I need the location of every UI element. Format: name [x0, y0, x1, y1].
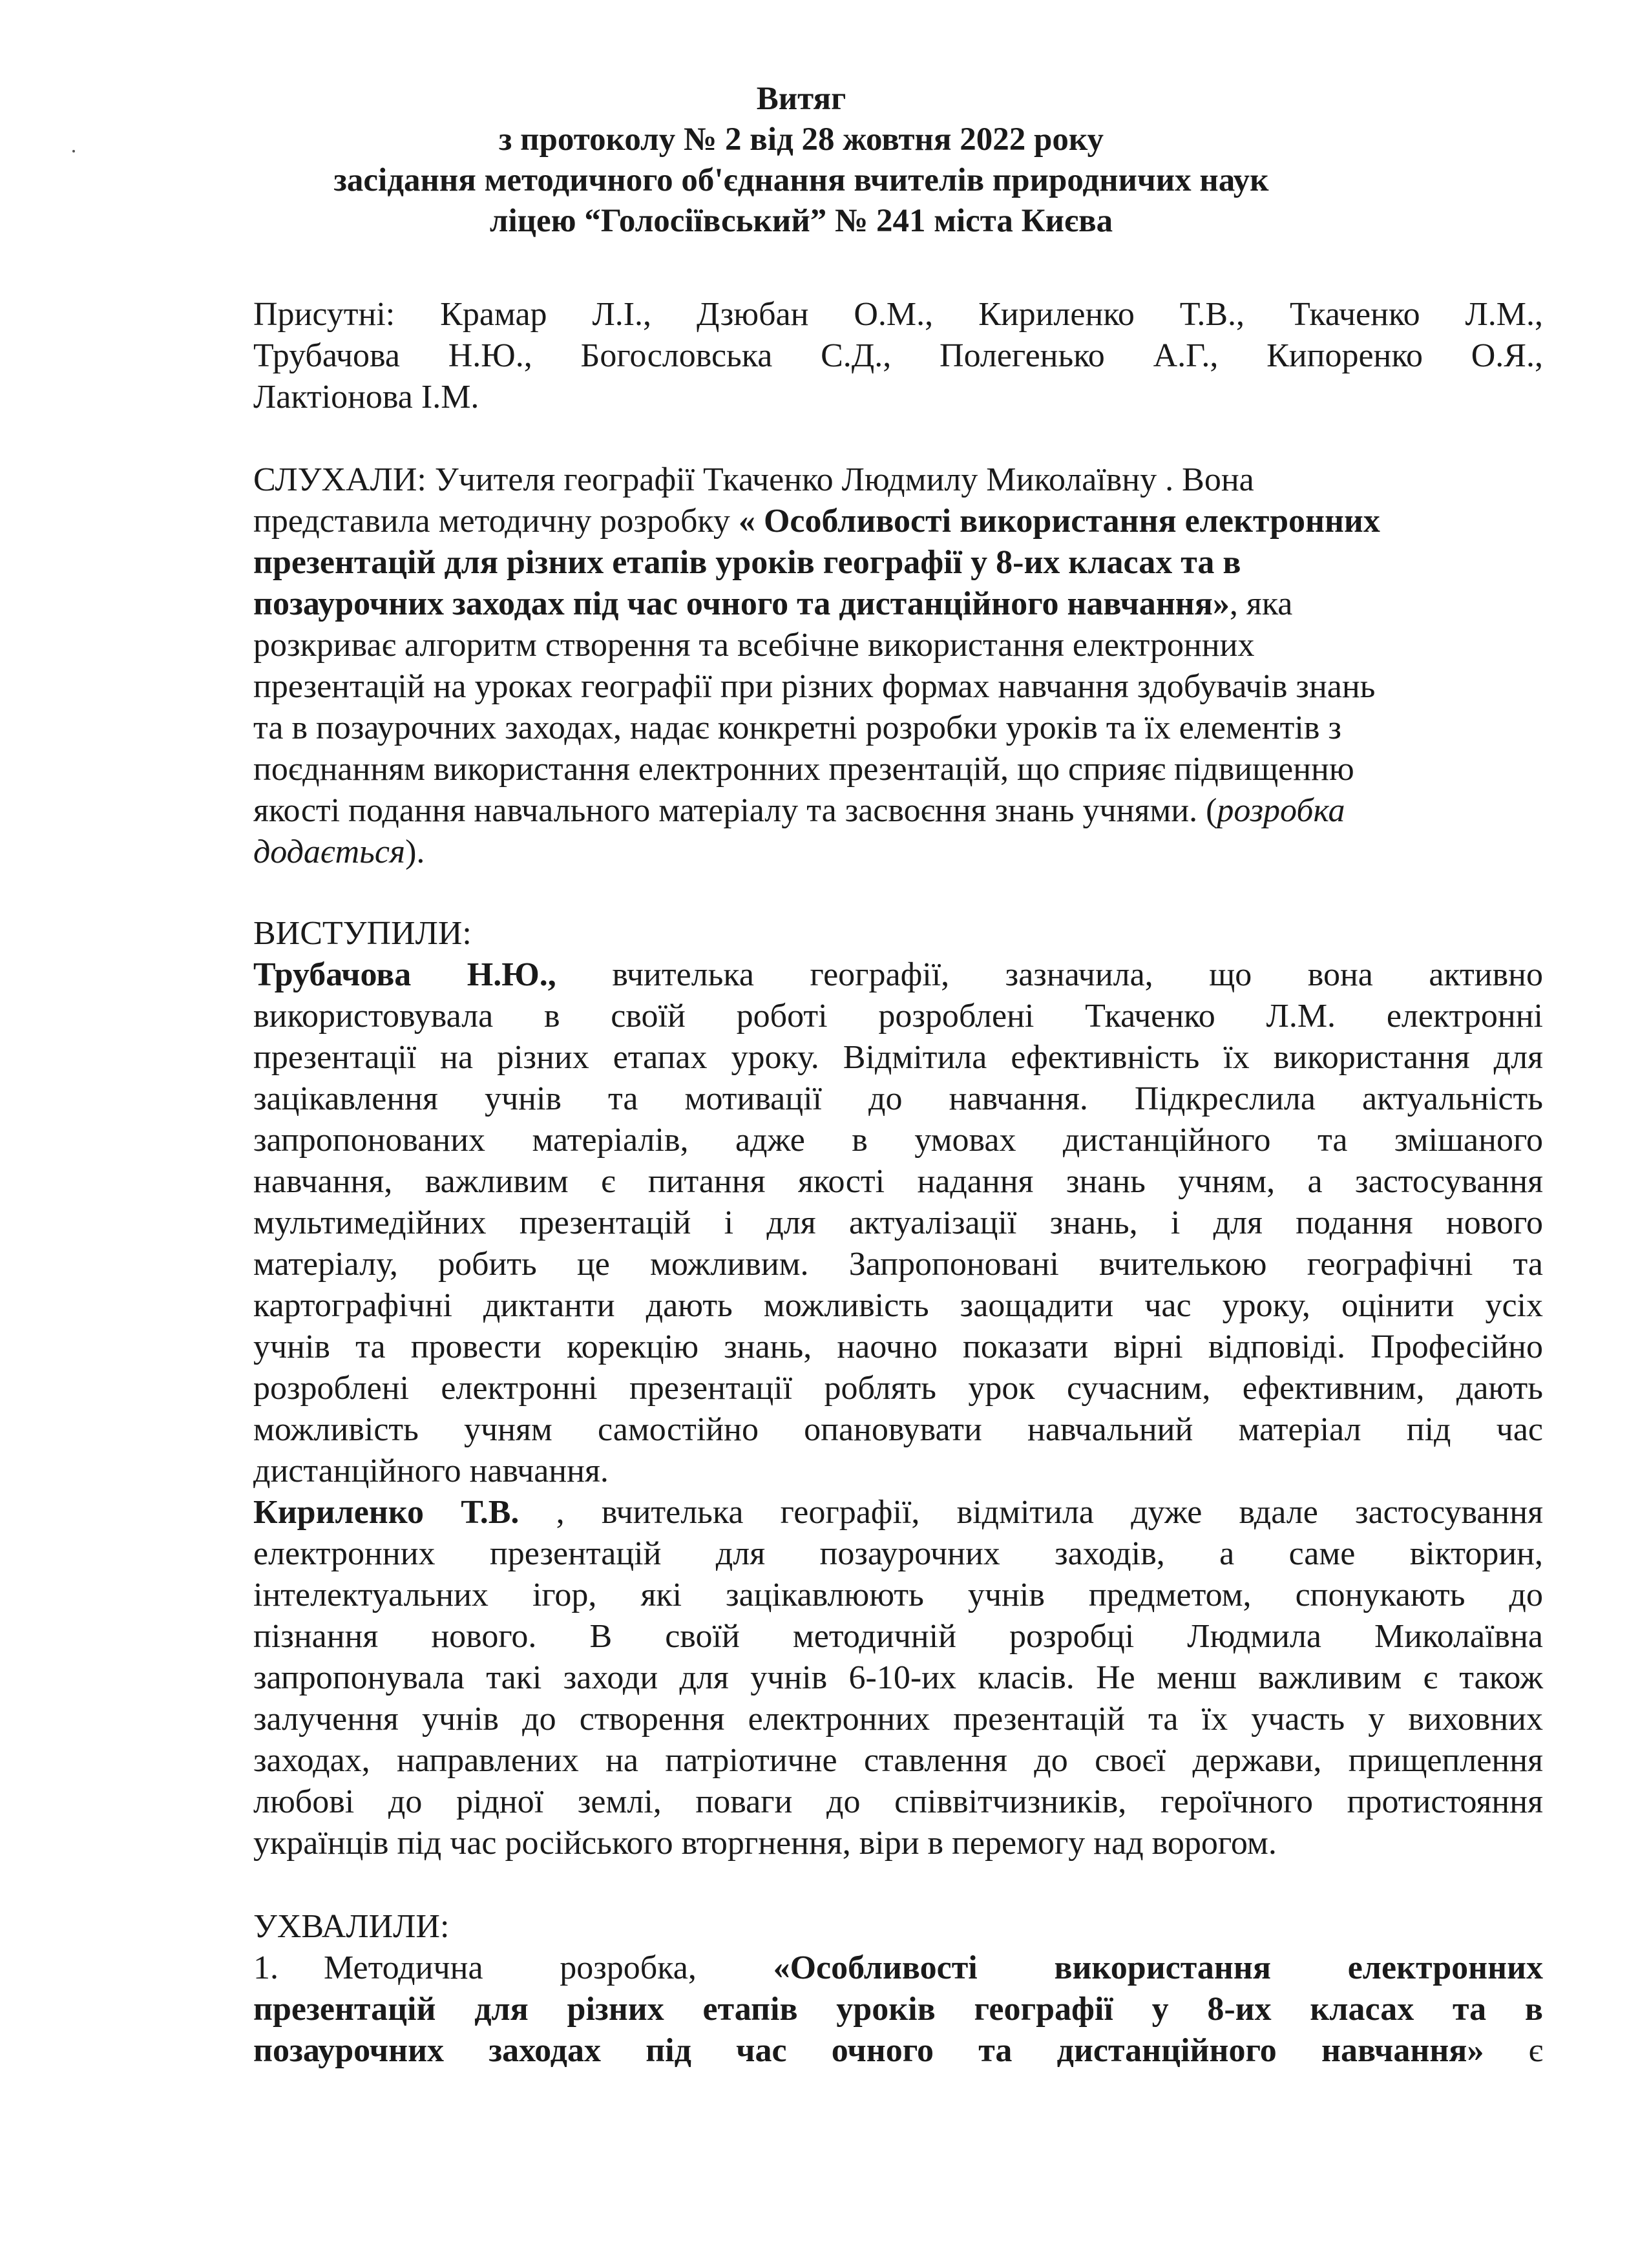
resolved-section [253, 1906, 1543, 2072]
speaker-1-line: зацікавлення учнів та мотивації до навчання. Підкреслила актуальність [253, 1080, 1543, 1117]
heard-text: ). [405, 834, 425, 870]
speaker-2-line: електронних презентацій для позаурочних заходів, а саме вікторин, [253, 1535, 1543, 1572]
heard-topic: « Особливості використання електронних [738, 503, 1380, 540]
header-protocol: з протоколу № 2 від 28 жовтня 2022 року [498, 121, 1104, 158]
resolved-item-text: є [1484, 2032, 1543, 2069]
speaker-2-line: залучення учнів до створення електронних презентацій та їх участь у виховних [253, 1701, 1543, 1738]
heard-text: представила методичну розробку [253, 503, 739, 540]
heard-note: розробка [1217, 792, 1345, 829]
speaker-2-line: запропонувала такі заходи для учнів 6-10-их класів. Не менш важливим є також [253, 1659, 1543, 1696]
scan-speck [72, 150, 75, 152]
present-line-2: Трубачова Н.Ю., Богословська С.Д., Полегенько А.Г., Кипоренко О.Я., [253, 337, 1543, 374]
speaker-2-line: інтелектуальних ігор, які зацікавлюють учнів предметом, спонукають до [253, 1577, 1543, 1613]
resolved-item-1-line-2 [253, 1989, 1543, 2030]
heard-line-8: поєднанням використання електронних презентацій, що сприяє підвищенню [253, 751, 1354, 788]
heard-line-9 [253, 790, 1543, 832]
speaker-2-line: любові до рідної землі, поваги до співвітчизників, героїчного протистояння [253, 1783, 1543, 1820]
speaker-1-line: запропонованих матеріалів, адже в умовах дистанційного та змішаного [253, 1122, 1543, 1159]
speaker-2-text: , вчителька географії, відмітила дуже вдале застосування [519, 1494, 1543, 1531]
heard-section [253, 459, 1543, 873]
speaker-1-line: учнів та провести корекцію знань, наочно показати вірні відповіді. Професійно [253, 1328, 1543, 1365]
speaker-2-first-line [253, 1492, 1543, 1533]
heard-line-10 [253, 832, 1543, 873]
speaker-1-text: вчителька географії, зазначила, що вона активно [556, 956, 1543, 993]
heard-topic: позаурочних заходах під час очного та дистанційного навчання» [253, 585, 1230, 622]
present-section [253, 294, 1543, 418]
resolved-heading: УХВАЛИЛИ: [253, 1908, 450, 1945]
speaker-1-first-line [253, 954, 1543, 996]
speaker-2-line: заходах, направлених на патріотичне ставлення до своєї держави, прищеплення [253, 1742, 1543, 1779]
resolved-item-text: Методична розробка, [324, 1949, 773, 1986]
resolved-item-topic: позаурочних заходах під час очного та дистанційного навчання» [253, 2032, 1484, 2069]
document-header [246, 79, 1357, 242]
heard-text: якості подання навчального матеріалу та засвоєння знань учнями. ( [253, 792, 1217, 829]
heard-line-2 [253, 501, 1543, 542]
resolved-item-1-line-1 [253, 1948, 1543, 1989]
header-meeting: засідання методичного об'єднання вчителів природничих наук [333, 162, 1269, 198]
heard-line-6: презентацій на уроках географії при різних формах навчання здобувачів знань [253, 668, 1376, 705]
speaker-1-last-line: дистанційного навчання. [253, 1453, 609, 1489]
present-line-3: Лактіонова І.М. [253, 379, 479, 415]
heard-topic: презентацій для різних етапів уроків географії у 8-их класах та в [253, 544, 1241, 581]
speaker-1-name: Трубачова Н.Ю., [253, 956, 556, 993]
resolved-item-number: 1. [253, 1949, 278, 1986]
speaker-1-line: презентації на різних етапах уроку. Відмітила ефективність їх використання для [253, 1039, 1543, 1076]
resolved-item-1-line-3 [253, 2030, 1543, 2072]
heard-line-4 [253, 583, 1543, 625]
heard-line-3 [253, 542, 1543, 583]
resolved-item-topic: «Особливості використання електронних [773, 1949, 1543, 1986]
present-line-1: Присутні: Крамар Л.І., Дзюбан О.М., Кириленко Т.В., Ткаченко Л.М., [253, 296, 1543, 333]
header-title: Витяг [756, 81, 846, 117]
header-school: ліцею “Голосіївський” № 241 міста Києва [489, 203, 1113, 239]
speaker-1-line: матеріалу, робить це можливим. Запропоновані вчителькою географічні та [253, 1246, 1543, 1283]
speaker-2-last-line: українців під час російського вторгнення, віри в перемогу над ворогом. [253, 1825, 1277, 1862]
speaker-1-line: картографічні диктанти дають можливість заощадити час уроку, оцінити усіх [253, 1287, 1543, 1324]
heard-line-1: СЛУХАЛИ: Учителя географії Ткаченко Людмилу Миколаївну . Вона [253, 461, 1254, 498]
speaker-1-line: мультимедійних презентацій і для актуалізації знань, і для подання нового [253, 1204, 1543, 1241]
speaker-1-line: навчання, важливим є питання якості надання знань учням, а застосування [253, 1163, 1543, 1200]
heard-note: додається [253, 834, 406, 870]
speaker-2-name: Кириленко Т.В. [253, 1494, 520, 1531]
heard-text: , яка [1229, 585, 1293, 622]
speaker-2-line: пізнання нового. В своїй методичній розробці Людмила Миколаївна [253, 1618, 1543, 1655]
speaker-1-line: можливість учням самостійно опановувати навчальний матеріал під час [253, 1411, 1543, 1448]
speaker-1-line: розроблені електронні презентації роблять урок сучасним, ефективним, дають [253, 1370, 1543, 1407]
spoke-section [253, 913, 1543, 1864]
heard-line-5: розкриває алгоритм створення та всебічне використання електронних [253, 627, 1255, 664]
heard-line-7: та в позаурочних заходах, надає конкретні розробки уроків та їх елементів з [253, 709, 1341, 746]
spoke-heading: ВИСТУПИЛИ: [253, 915, 472, 952]
resolved-item-topic: презентацій для різних етапів уроків географії у 8-их класах та в [253, 1991, 1543, 2028]
speaker-1-line: використовувала в своїй роботі розроблені Ткаченко Л.М. електронні [253, 998, 1543, 1034]
